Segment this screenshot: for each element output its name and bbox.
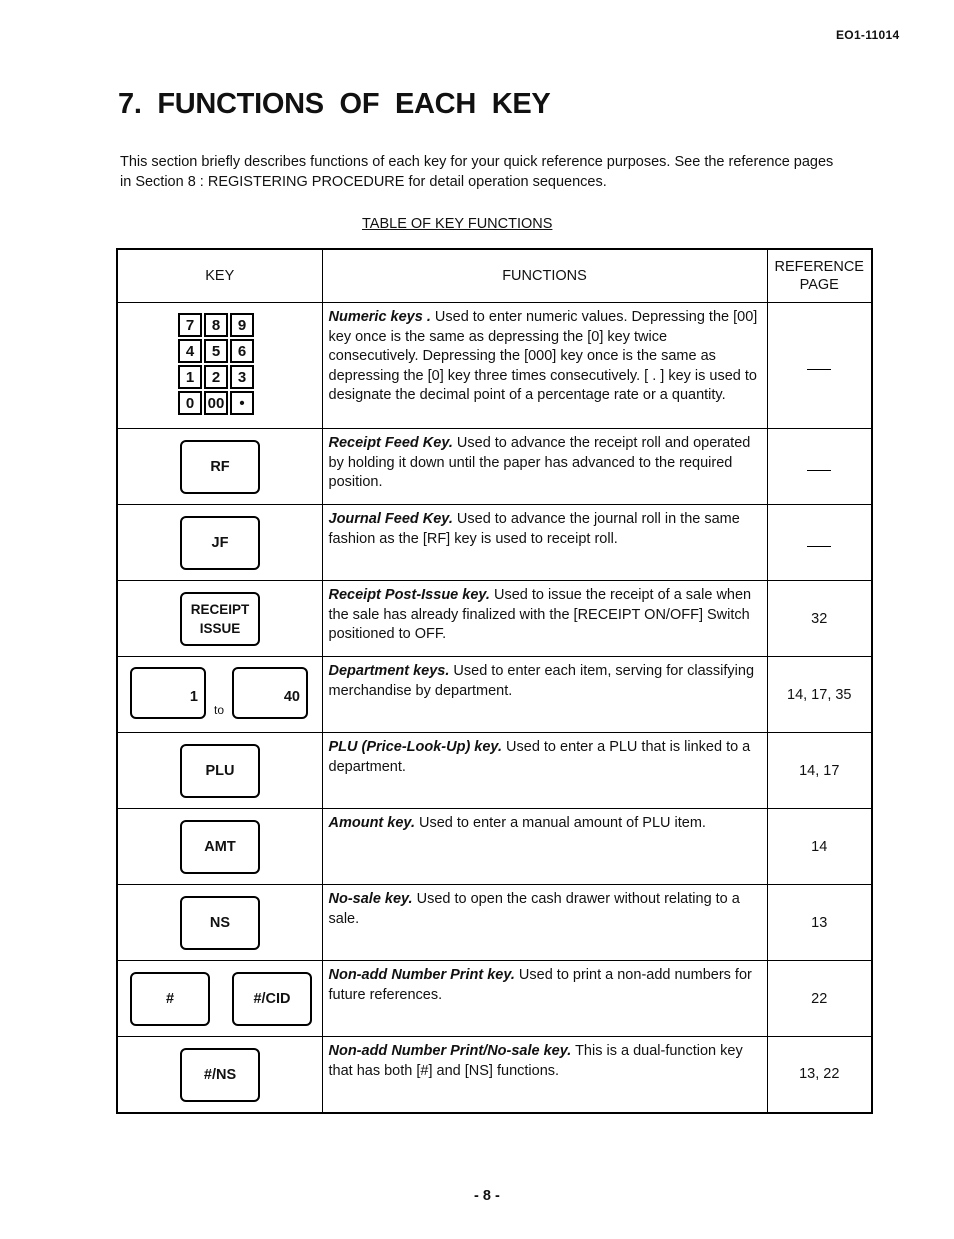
reference-dash <box>807 470 831 471</box>
page-number: - 8 - <box>474 1188 500 1204</box>
department-key-1: 1 <box>130 667 206 719</box>
section-title: 7. FUNCTIONS OF EACH KEY <box>118 88 551 120</box>
reference-page: 14 <box>767 809 872 885</box>
function-description: No-sale key. Used to open the cash drawer without relating to a sale. <box>322 885 767 961</box>
table-row <box>117 581 872 657</box>
key-cell <box>117 885 322 961</box>
rf-key: RF <box>180 440 260 494</box>
table-row <box>117 429 872 505</box>
reference-page: 14, 17, 35 <box>767 657 872 733</box>
function-description: Amount key. Used to enter a manual amount of PLU item. <box>322 809 767 885</box>
table-caption: TABLE OF KEY FUNCTIONS <box>362 216 553 232</box>
numeric-key: 7 <box>178 313 202 337</box>
key-functions-table <box>116 248 873 1114</box>
header-key: KEY <box>117 249 322 303</box>
table-row <box>117 733 872 809</box>
key-cell <box>117 581 322 657</box>
numeric-key: 0 <box>178 391 202 415</box>
key-cell <box>117 429 322 505</box>
reference-page: 32 <box>767 581 872 657</box>
department-key-40: 40 <box>232 667 308 719</box>
table-row <box>117 505 872 581</box>
table-row <box>117 809 872 885</box>
number-key: # <box>130 972 210 1026</box>
numeric-key: 5 <box>204 339 228 363</box>
reference-dash <box>807 369 831 370</box>
table-row <box>117 885 872 961</box>
range-joiner: to <box>214 703 225 717</box>
jf-key: JF <box>180 516 260 570</box>
table-row <box>117 657 872 733</box>
reference-page: 14, 17 <box>767 733 872 809</box>
number-cid-key: #/CID <box>232 972 312 1026</box>
key-cell <box>117 1037 322 1113</box>
key-cell <box>117 657 322 733</box>
table-header-row <box>117 249 872 303</box>
function-description: Department keys. Used to enter each item, serving for classifying merchandise by department. <box>322 657 767 733</box>
reference-page <box>767 303 872 429</box>
header-functions: FUNCTIONS <box>322 249 767 303</box>
reference-page: 13 <box>767 885 872 961</box>
numeric-key: 2 <box>204 365 228 389</box>
function-description: Receipt Feed Key. Used to advance the receipt roll and operated by holding it down until the paper has advanced to the required position. <box>322 429 767 505</box>
intro-paragraph: This section briefly describes functions of each key for your quick reference purposes. See the reference pages in Section 8 : REGISTERING PROCEDURE for detail operation sequences. <box>120 154 834 190</box>
plu-key: PLU <box>180 744 260 798</box>
key-cell <box>117 505 322 581</box>
function-description: Receipt Post-Issue key. Used to issue the receipt of a sale when the sale has already finalized with the [RECEIPT ON/OFF] Switch positioned to OFF. <box>322 581 767 657</box>
number-ns-key: #/NS <box>180 1048 260 1102</box>
decimal-point-key: • <box>230 391 254 415</box>
amt-key: AMT <box>180 820 260 874</box>
document-number: EO1-11014 <box>836 28 900 42</box>
receipt-issue-key: RECEIPT ISSUE <box>180 592 260 646</box>
key-cell <box>117 809 322 885</box>
numeric-key: 8 <box>204 313 228 337</box>
table-row <box>117 303 872 429</box>
function-description: Non-add Number Print/No-sale key. This is a dual-function key that has both [#] and [NS] functions. <box>322 1037 767 1113</box>
numeric-key: 1 <box>178 365 202 389</box>
function-description: PLU (Price-Look-Up) key. Used to enter a PLU that is linked to a department. <box>322 733 767 809</box>
numeric-key: 4 <box>178 339 202 363</box>
key-cell <box>117 303 322 429</box>
table-row <box>117 961 872 1037</box>
reference-page <box>767 429 872 505</box>
numeric-key: 00 <box>204 391 228 415</box>
key-cell <box>117 961 322 1037</box>
reference-dash <box>807 546 831 547</box>
function-description: Non-add Number Print key. Used to print a non-add numbers for future references. <box>322 961 767 1037</box>
numeric-key: 3 <box>230 365 254 389</box>
numeric-keypad <box>178 313 254 415</box>
numeric-key: 6 <box>230 339 254 363</box>
header-reference-page: REFERENCE PAGE <box>767 249 872 303</box>
function-description: Numeric keys . Used to enter numeric values. Depressing the [00] key once is the same as depressing the [0] key twice consecutively. Depressing the [000] key once is the same as depressing the [0] key three times consecutively. [ . ] key is used to designate the decimal point of a percentage rate or a quantity. <box>322 303 767 429</box>
table-row <box>117 1037 872 1113</box>
ns-key: NS <box>180 896 260 950</box>
function-description: Journal Feed Key. Used to advance the journal roll in the same fashion as the [RF] key is used to receipt roll. <box>322 505 767 581</box>
reference-page: 13, 22 <box>767 1037 872 1113</box>
reference-page: 22 <box>767 961 872 1037</box>
reference-page <box>767 505 872 581</box>
key-cell <box>117 733 322 809</box>
numeric-key: 9 <box>230 313 254 337</box>
